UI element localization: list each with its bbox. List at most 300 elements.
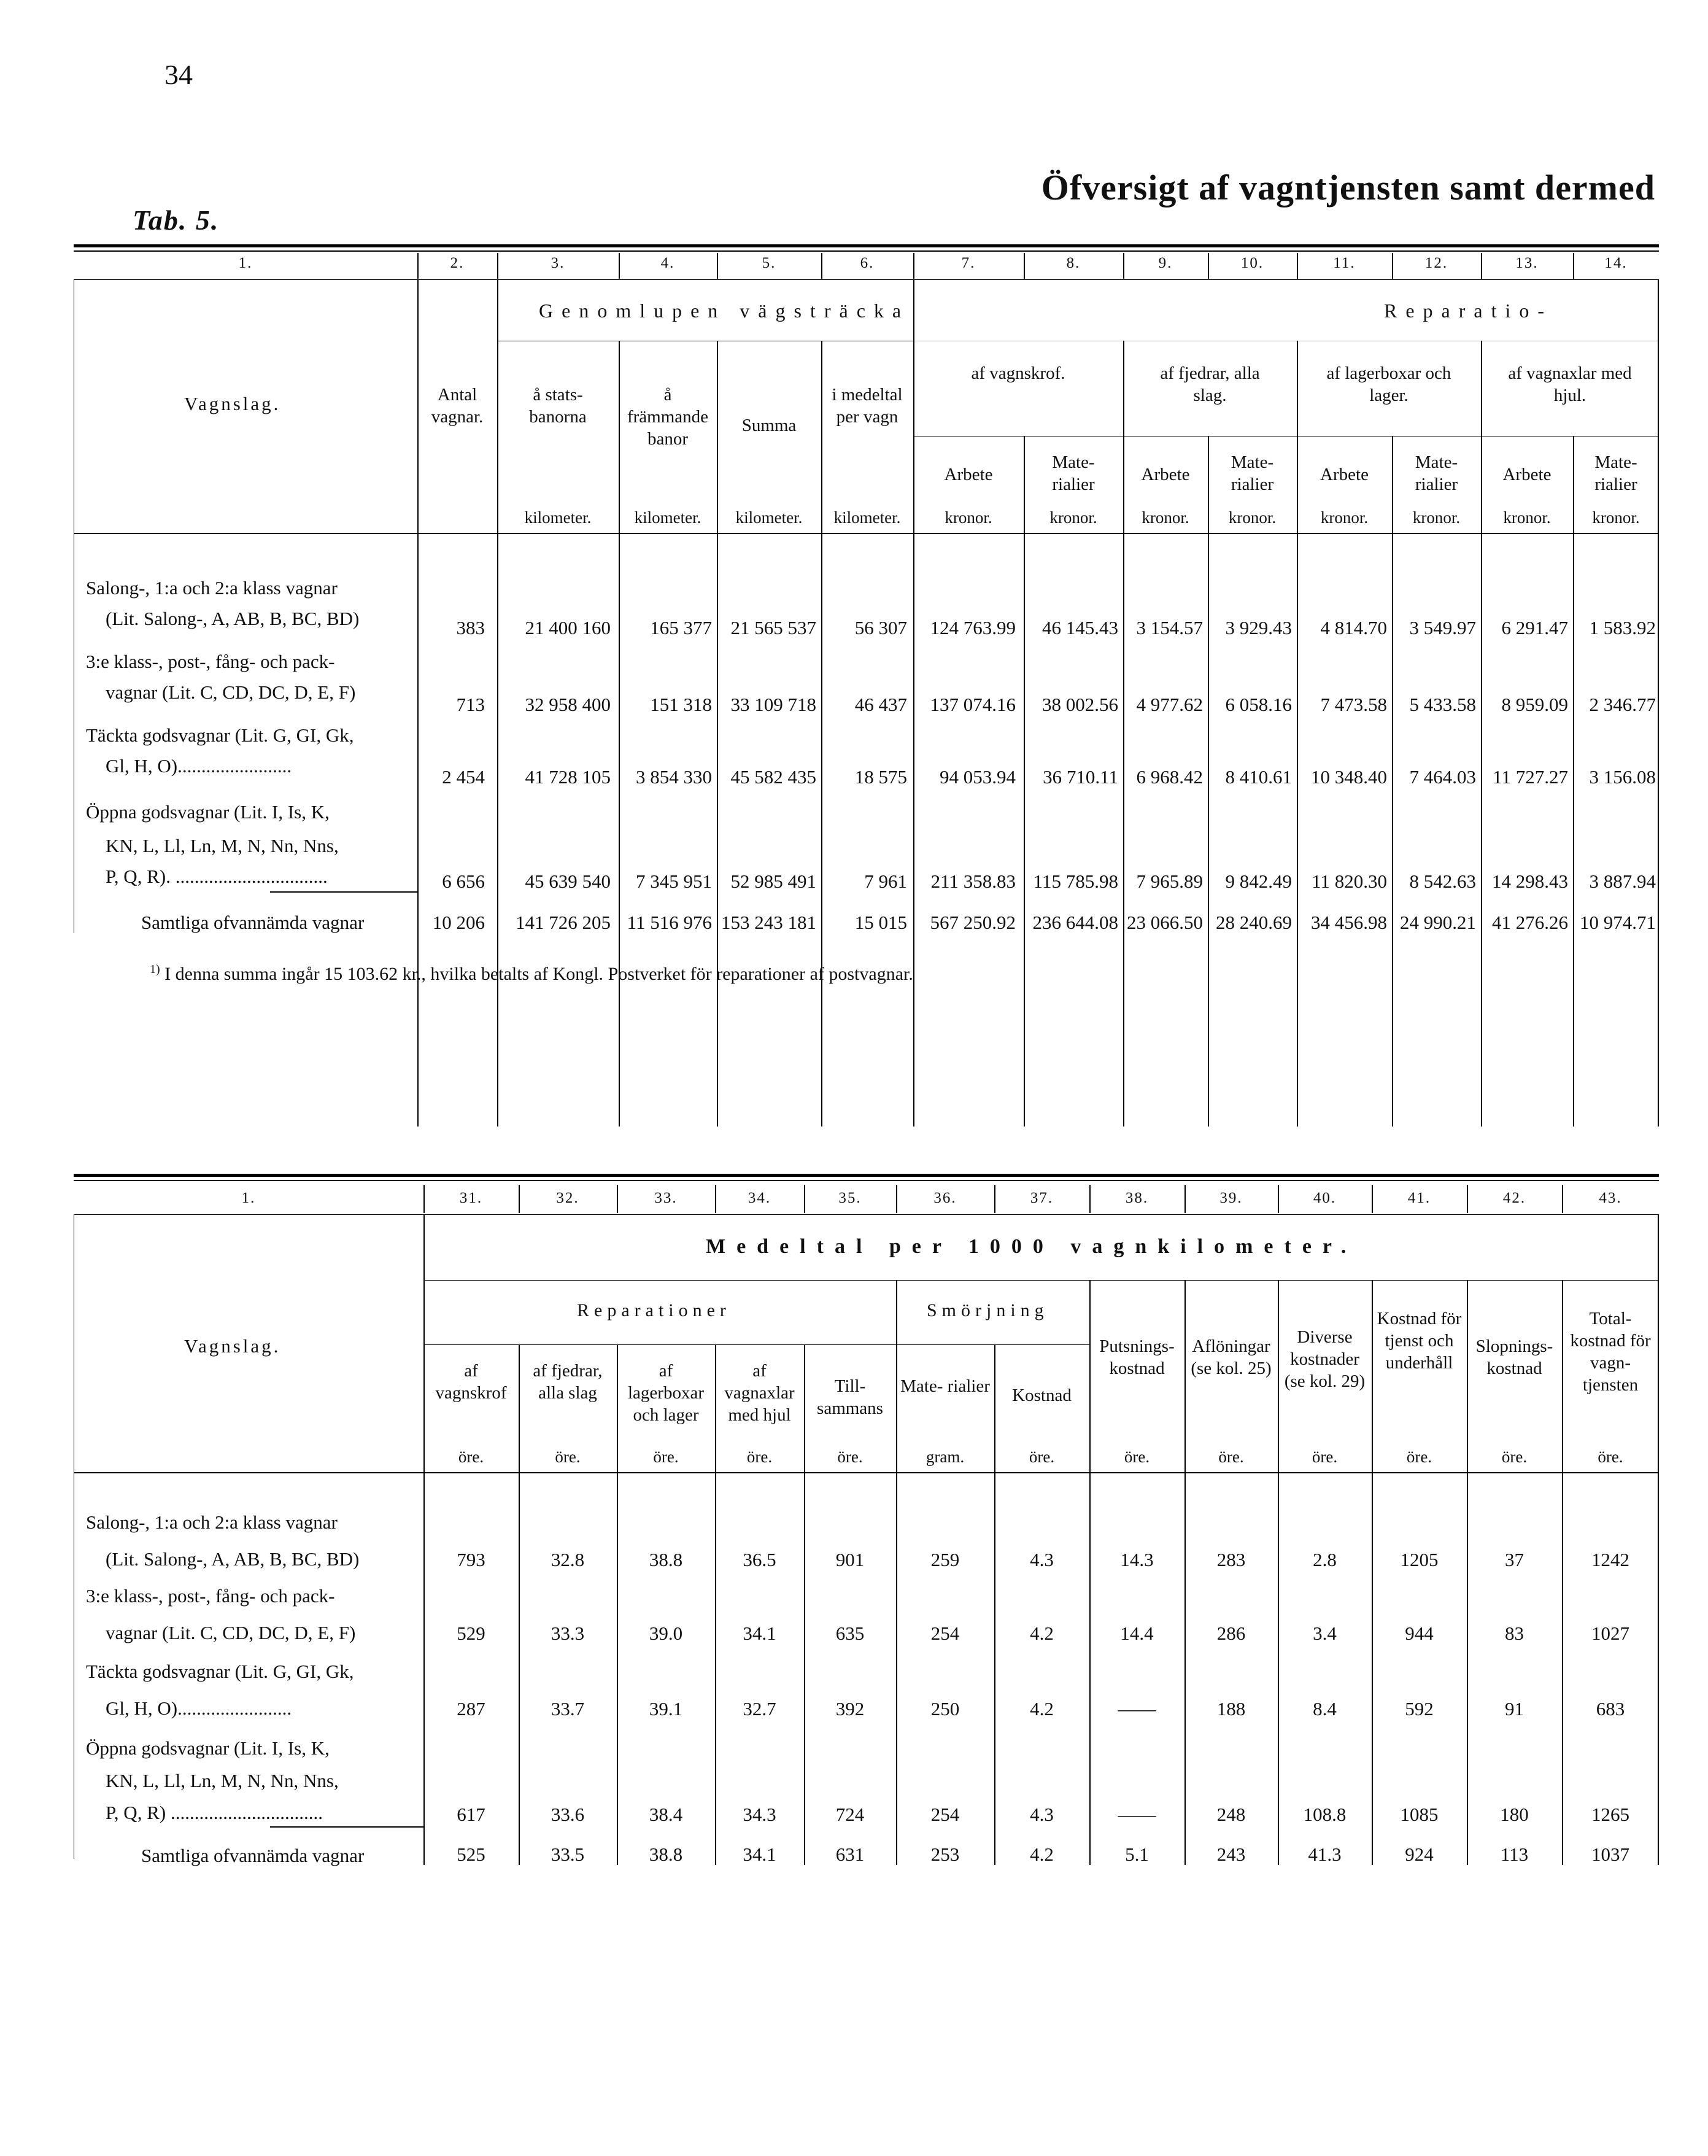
upper-bottom-tick: [1658, 915, 1659, 933]
lower-unit-label: gram.: [925, 1448, 965, 1466]
row-label: KN, L, Ll, Ln, M, N, Nn, Nns,: [106, 835, 339, 856]
unit-label: kronor.: [1412, 508, 1461, 527]
table-cell: 14 298.43: [1492, 871, 1568, 892]
lower-total-cell: 5.1: [1125, 1844, 1149, 1865]
table-cell: 2 346.77: [1589, 694, 1656, 715]
upper-subheader-divider: [619, 341, 620, 1126]
top-rule-thin: [74, 250, 1659, 252]
table-cell: 3 854 330: [636, 766, 712, 788]
lower-unit-label: öre.: [1501, 1448, 1528, 1466]
upper-subheader-divider: [1208, 436, 1209, 1126]
lower-unit-label: öre.: [837, 1448, 863, 1466]
lower-colnum-divider: [804, 1185, 805, 1213]
lower-total-cell: 253: [930, 1844, 960, 1865]
lower-column-header: af fjedrar, alla slag: [533, 1361, 603, 1403]
table-cell: 1027: [1591, 1623, 1629, 1644]
row-label: 3:e klass-, post-, fång- och pack-: [86, 651, 335, 672]
repair-group-header: af vagnaxlar med hjul.: [1508, 363, 1632, 405]
upper-header-divider: [913, 279, 914, 1126]
lower-group-title: Medeltal per 1000 vagnkilometer.: [706, 1235, 1358, 1258]
table-cell: 211 358.83: [930, 871, 1016, 892]
upper-colnum-divider: [1024, 253, 1025, 279]
unit-label: kronor.: [1592, 508, 1640, 527]
lower-column-header: Putsnings- kostnad: [1099, 1336, 1175, 1378]
total-cell: 153 243 181: [721, 912, 816, 933]
table-cell: 7 473.58: [1320, 694, 1387, 715]
upper-col-number: 13.: [1515, 255, 1539, 271]
lower-colnum-divider: [1372, 1185, 1373, 1213]
table-cell: 38.8: [649, 1549, 683, 1570]
lower-unit-label: öre.: [458, 1448, 484, 1466]
table-cell: 635: [835, 1623, 865, 1644]
lower-column-header: Till- sammans: [817, 1376, 883, 1418]
row-label: Täckta godsvagnar (Lit. G, GI, Gk,: [86, 1661, 354, 1682]
upper-header-bottom-rule: [74, 533, 1659, 534]
table-cell: 793: [457, 1549, 485, 1570]
lower-group-repairs: Reparationer: [577, 1300, 731, 1320]
unit-label: kronor.: [1142, 508, 1189, 527]
table-cell: 39.1: [649, 1698, 683, 1720]
lower-column-header: Diverse kostnader (se kol. 29): [1284, 1327, 1366, 1391]
total-cell: 24 990.21: [1400, 912, 1476, 933]
upper-col-number: 11.: [1333, 255, 1356, 271]
lower-total-label: Samtliga ofvannämda vagnar: [141, 1845, 365, 1866]
upper-col-number: 4.: [660, 255, 675, 271]
total-cell: 236 644.08: [1032, 912, 1118, 933]
lower-colnum-divider: [1562, 1185, 1563, 1213]
lower-colnum-divider: [896, 1185, 897, 1213]
table-cell: 6 291.47: [1501, 617, 1568, 638]
lower-total-cell: 38.8: [649, 1844, 683, 1865]
table-cell: 724: [835, 1804, 865, 1825]
lower-total-cell: 41.3: [1308, 1844, 1342, 1865]
table-cell: 286: [1216, 1623, 1246, 1644]
row-header: Vagnslag.: [184, 393, 281, 414]
upper-col-number: 3.: [551, 255, 565, 271]
lower-right-border: [1658, 1214, 1659, 1865]
unit-label: kronor.: [1049, 508, 1097, 527]
arbete-header: Arbete: [1141, 465, 1190, 484]
upper-colnum-divider: [1297, 253, 1298, 279]
table-cell: 52 985 491: [730, 871, 816, 892]
upper-colnum-divider: [1392, 253, 1393, 279]
repair-group-header: af lagerboxar och lager.: [1326, 363, 1451, 405]
row-label: (Lit. Salong-, A, AB, B, BC, BD): [106, 1548, 360, 1570]
lower-top-rule-thick: [74, 1174, 1659, 1177]
antal-header: Antal vagnar.: [431, 385, 484, 427]
table-cell: 33.7: [551, 1698, 585, 1720]
table-cell: 7 965.89: [1136, 871, 1203, 892]
unit-label: kronor.: [1503, 508, 1551, 527]
table-cell: 151 318: [650, 694, 712, 715]
table-cell: 115 785.98: [1033, 871, 1118, 892]
upper-colnum-divider: [1123, 253, 1124, 279]
table-cell: 2.8: [1313, 1549, 1337, 1570]
lower-total-cell: 1037: [1591, 1844, 1629, 1865]
total-cell: 567 250.92: [930, 912, 1016, 933]
lower-group-lubrication: Smörjning: [927, 1300, 1049, 1320]
lower-total-rule: [270, 1826, 423, 1828]
table-cell: 2 454: [442, 766, 485, 788]
lower-subheader-divider: [896, 1280, 897, 1865]
row-label: Öppna godsvagnar (Lit. I, Is, K,: [86, 1737, 330, 1759]
upper-col-number: 5.: [762, 255, 776, 271]
distance-header: å stats- banorna: [529, 385, 587, 427]
table-cell: 901: [835, 1549, 865, 1570]
table-cell: 944: [1405, 1623, 1434, 1644]
table-cell: 38 002.56: [1042, 694, 1118, 715]
lower-header-divider: [423, 1214, 425, 1865]
table-cell: 254: [930, 1623, 960, 1644]
distance-header: å främmande banor: [627, 385, 709, 449]
table-cell: 45 582 435: [730, 766, 816, 788]
row-label: (Lit. Salong-, A, AB, B, BC, BD): [106, 608, 360, 629]
lower-colnum-divider: [1467, 1185, 1468, 1213]
upper-col-number: 14.: [1604, 255, 1628, 271]
upper-header-divider: [497, 279, 498, 1126]
table-cell: 529: [457, 1623, 485, 1644]
unit-label: kronor.: [1228, 508, 1277, 527]
lower-column-header: Slopnings- kostnad: [1475, 1336, 1553, 1378]
upper-subheader-divider: [1573, 436, 1574, 1126]
unit-label: kilometer.: [634, 508, 701, 527]
upper-header-divider: [417, 279, 419, 1126]
upper-colnum-divider: [497, 253, 498, 279]
row-label: Öppna godsvagnar (Lit. I, Is, K,: [86, 801, 330, 823]
table-cell: 45 639 540: [525, 871, 611, 892]
lower-unit-label: öre.: [1029, 1448, 1055, 1466]
lower-top-rule-thin: [74, 1180, 1659, 1181]
table-cell: 11 820.30: [1312, 871, 1387, 892]
row-label: Gl, H, O)........................: [106, 755, 292, 777]
lower-col-number: 38.: [1125, 1190, 1149, 1206]
row-label: P, Q, R). ................................: [106, 866, 328, 887]
unit-label: kilometer.: [833, 508, 901, 527]
lower-group-repairs-rule: [423, 1344, 896, 1345]
lower-group-lub-rule: [896, 1344, 1089, 1345]
upper-col-number: 9.: [1158, 255, 1173, 271]
lower-colnum-divider: [519, 1185, 520, 1213]
upper-col-number: 6.: [860, 255, 875, 271]
table-cell: 259: [930, 1549, 960, 1570]
upper-colnum-divider: [821, 253, 822, 279]
table-cell: 34.1: [743, 1623, 776, 1644]
table-cell: 283: [1216, 1549, 1246, 1570]
upper-colnum-divider: [417, 253, 419, 279]
lower-total-cell: 631: [835, 1844, 865, 1865]
row-label: Salong-, 1:a och 2:a klass vagnar: [86, 577, 338, 599]
table-cell: 8.4: [1313, 1698, 1337, 1720]
table-cell: 10 348.40: [1311, 766, 1387, 788]
row-label: Täckta godsvagnar (Lit. G, GI, Gk,: [86, 724, 354, 746]
lower-subheader-divider: [804, 1344, 805, 1865]
table-cell: 18 575: [854, 766, 907, 788]
table-cell: 38.4: [649, 1804, 683, 1825]
upper-colnum-divider: [619, 253, 620, 279]
table-cell: 6 058.16: [1225, 694, 1292, 715]
repair-group-header: af vagnskrof.: [971, 363, 1065, 383]
total-cell: 41 276.26: [1492, 912, 1568, 933]
table-cell: 21 400 160: [525, 617, 611, 638]
total-cell: 28 240.69: [1216, 912, 1292, 933]
lower-column-header: Kostnad: [1012, 1386, 1072, 1405]
group-repair-label: Reparatio-: [1384, 300, 1553, 322]
lower-subheader-divider: [1467, 1280, 1468, 1865]
lower-subheader-divider: [994, 1344, 995, 1865]
lower-unit-label: öre.: [555, 1448, 581, 1466]
lower-subheader-divider: [715, 1344, 716, 1865]
table-cell: 124 763.99: [930, 617, 1016, 638]
lower-colnum-divider: [423, 1185, 425, 1213]
table-cell: 33.3: [551, 1623, 585, 1644]
upper-subheader-divider: [1024, 436, 1025, 1126]
upper-subheader-divider: [717, 341, 718, 1126]
lower-subheader-divider: [1278, 1280, 1279, 1865]
table-cell: 5 433.58: [1409, 694, 1476, 715]
table-cell: 36 710.11: [1043, 766, 1118, 788]
lower-group-rule: [423, 1280, 1659, 1281]
upper-col-number: 10.: [1240, 255, 1264, 271]
lower-unit-label: öre.: [653, 1448, 679, 1466]
upper-col-number: 12.: [1424, 255, 1448, 271]
table-cell: 8 410.61: [1225, 766, 1292, 788]
unit-label: kilometer.: [524, 508, 592, 527]
lower-subheader-divider: [617, 1344, 618, 1865]
upper-subheader-divider: [1392, 436, 1393, 1126]
table-cell: 108.8: [1303, 1804, 1347, 1825]
table-cell: 254: [930, 1804, 960, 1825]
table-cell: 4.2: [1030, 1623, 1054, 1644]
table-cell: 287: [457, 1698, 485, 1720]
table-cell: 1265: [1591, 1804, 1629, 1825]
lower-colnum-divider: [1184, 1185, 1186, 1213]
lower-col-number: 37.: [1030, 1190, 1054, 1206]
arbete-header: Arbete: [944, 465, 993, 484]
top-rule-thick: [74, 244, 1659, 247]
total-cell: 141 726 205: [516, 912, 611, 933]
table-cell: 9 842.49: [1225, 871, 1292, 892]
lower-col-number: 31.: [459, 1190, 483, 1206]
lower-colnum-divider: [715, 1185, 716, 1213]
table-cell: 91: [1505, 1698, 1524, 1720]
table-cell: 6 656: [442, 871, 485, 892]
lower-unit-label: öre.: [1598, 1448, 1623, 1466]
lower-col-number: 40.: [1313, 1190, 1337, 1206]
table-cell: 4 977.62: [1136, 694, 1203, 715]
table-cell: 32 958 400: [525, 694, 611, 715]
table-cell: 94 053.94: [940, 766, 1016, 788]
lower-column-header: Kostnad för tjenst och underhåll: [1377, 1309, 1462, 1373]
row-label: vagnar (Lit. C, CD, DC, D, E, F): [106, 1622, 356, 1643]
table-cell: 7 345 951: [636, 871, 712, 892]
footnote: [150, 963, 913, 985]
table-cell: 3 156.08: [1589, 766, 1656, 788]
total-cell: 15 015: [854, 912, 907, 933]
lower-subheader-divider: [1562, 1280, 1563, 1865]
table-cell: 14.3: [1120, 1549, 1154, 1570]
table-cell: ——: [1118, 1804, 1156, 1825]
lower-col-number: 35.: [838, 1190, 862, 1206]
table-cell: 6 968.42: [1136, 766, 1203, 788]
table-cell: 137 074.16: [930, 694, 1016, 715]
upper-total-rule: [270, 891, 417, 893]
lower-subheader-divider: [1089, 1280, 1091, 1865]
table-cell: 180: [1500, 1804, 1529, 1825]
lower-unit-label: öre.: [1312, 1448, 1338, 1466]
table-cell: 11 727.27: [1493, 766, 1568, 788]
upper-col-number: 2.: [450, 255, 465, 271]
table-cell: 34.3: [743, 1804, 776, 1825]
upper-colnum-divider: [717, 253, 718, 279]
lower-unit-label: öre.: [1124, 1448, 1150, 1466]
table-cell: 4.3: [1030, 1804, 1054, 1825]
lower-unit-label: öre.: [1218, 1448, 1244, 1466]
table-cell: 392: [835, 1698, 865, 1720]
lower-column-header: Mate- rialier: [900, 1376, 990, 1396]
table-cell: 617: [457, 1804, 485, 1825]
total-cell: 11 516 976: [627, 912, 712, 933]
upper-colnum-divider: [1481, 253, 1482, 279]
lower-colnum-rule: [74, 1214, 1659, 1215]
lower-row-header: Vagnslag.: [184, 1335, 281, 1357]
table-cell: 83: [1505, 1623, 1524, 1644]
table-cell: 8 542.63: [1409, 871, 1476, 892]
lower-total-cell: 525: [457, 1844, 485, 1865]
footnote-text: I denna summa ingår 15 103.62 kr., hvilka betalts af Kongl. Postverket för reparationer af postvagnar.: [160, 964, 913, 984]
row-label: P, Q, R) ................................: [106, 1802, 323, 1823]
lower-col-number: 33.: [654, 1190, 678, 1206]
upper-col-number: 8.: [1066, 255, 1081, 271]
table-cell: 683: [1596, 1698, 1625, 1720]
upper-subheader-divider: [1123, 341, 1124, 1126]
lower-total-cell: 33.5: [551, 1844, 585, 1865]
lower-column-header: Total- kostnad för vagn- tjensten: [1570, 1309, 1651, 1395]
table-cell: 3 887.94: [1589, 871, 1656, 892]
table-cell: 592: [1405, 1698, 1434, 1720]
table-label: Tab. 5.: [133, 204, 220, 236]
table-cell: 383: [456, 617, 485, 638]
upper-subheader-divider: [821, 341, 822, 1126]
table-cell: 36.5: [743, 1549, 776, 1570]
table-cell: 46 437: [854, 694, 907, 715]
lower-column-header: af vagnskrof: [435, 1361, 507, 1403]
lower-unit-label: öre.: [1406, 1448, 1432, 1466]
distance-header: i medeltal per vagn: [832, 385, 903, 427]
total-label: Samtliga ofvannämda vagnar: [141, 912, 365, 933]
table-cell: 32.7: [743, 1698, 776, 1720]
table-cell: 1242: [1591, 1549, 1629, 1570]
row-label: 3:e klass-, post-, fång- och pack-: [86, 1585, 335, 1607]
lower-subheader-divider: [519, 1344, 520, 1865]
lower-col-number: 42.: [1502, 1190, 1526, 1206]
table-cell: 1205: [1400, 1549, 1439, 1570]
upper-subheader-divider: [1297, 341, 1298, 1126]
table-cell: 248: [1216, 1804, 1246, 1825]
table-cell: 165 377: [650, 617, 712, 638]
table-cell: 713: [456, 694, 485, 715]
lower-col-number: 43.: [1599, 1190, 1622, 1206]
table-cell: 1085: [1400, 1804, 1439, 1825]
page-number: 34: [164, 59, 193, 90]
lower-total-cell: 924: [1405, 1844, 1434, 1865]
total-cell: 23 066.50: [1127, 912, 1203, 933]
materialier-header: Mate- rialier: [1415, 452, 1458, 494]
table-cell: 7 464.03: [1409, 766, 1476, 788]
upper-right-border: [1658, 279, 1659, 1126]
lower-header-bottom-rule: [74, 1472, 1659, 1473]
table-cell: 4.2: [1030, 1698, 1054, 1720]
unit-label: kronor.: [945, 508, 992, 527]
total-cell: 10 974.71: [1580, 912, 1656, 933]
table-cell: 4 814.70: [1320, 617, 1387, 638]
lower-col-number: 41.: [1407, 1190, 1431, 1206]
lower-column-header: Aflöningar (se kol. 25): [1191, 1336, 1272, 1378]
total-cell: 10 206: [432, 912, 485, 933]
table-cell: 21 565 537: [730, 617, 816, 638]
table-cell: 3 549.97: [1409, 617, 1476, 638]
table-cell: 33.6: [551, 1804, 585, 1825]
table-cell: 7 961: [864, 871, 907, 892]
table-cell: 33 109 718: [730, 694, 816, 715]
lower-colnum-divider: [1278, 1185, 1279, 1213]
upper-subheader-divider: [1481, 341, 1482, 1126]
upper-colnum-divider: [913, 253, 914, 279]
table-cell: ——: [1118, 1698, 1156, 1720]
lower-col-number: 34.: [748, 1190, 771, 1206]
upper-colnum-divider: [1208, 253, 1209, 279]
table-cell: 250: [930, 1698, 960, 1720]
row-label: Gl, H, O)........................: [106, 1697, 292, 1719]
lower-column-header: af vagnaxlar med hjul: [724, 1361, 795, 1425]
table-cell: 3 154.57: [1136, 617, 1203, 638]
group-distance-label: Genomlupen vägsträcka: [539, 300, 910, 322]
materialier-header: Mate- rialier: [1231, 452, 1274, 494]
row-label: Salong-, 1:a och 2:a klass vagnar: [86, 1511, 338, 1533]
lower-col-number: 36.: [933, 1190, 957, 1206]
table-cell: 41 728 105: [525, 766, 611, 788]
lower-subheader-divider: [1372, 1280, 1373, 1865]
upper-col-number: 7.: [961, 255, 976, 271]
lower-colnum-divider: [617, 1185, 618, 1213]
total-cell: 34 456.98: [1311, 912, 1387, 933]
table-cell: 8 959.09: [1501, 694, 1568, 715]
lower-col-number: 39.: [1219, 1190, 1243, 1206]
table-cell: 56 307: [854, 617, 907, 638]
upper-col-number: 1.: [238, 255, 253, 271]
lower-colnum-divider: [994, 1185, 995, 1213]
distance-header: Summa: [741, 416, 797, 435]
table-cell: 3 929.43: [1225, 617, 1292, 638]
materialier-header: Mate- rialier: [1052, 452, 1095, 494]
table-cell: 3.4: [1313, 1623, 1337, 1644]
materialier-header: Mate- rialier: [1594, 452, 1637, 494]
footnote-mark: 1): [150, 963, 160, 976]
unit-label: kilometer.: [735, 508, 803, 527]
table-cell: 32.8: [551, 1549, 585, 1570]
lower-col-number: 32.: [556, 1190, 579, 1206]
table-cell: 4.3: [1030, 1549, 1054, 1570]
table-cell: 188: [1216, 1698, 1246, 1720]
lower-column-header: af lagerboxar och lager: [628, 1361, 704, 1425]
unit-label: kronor.: [1320, 508, 1369, 527]
lower-total-cell: 34.1: [743, 1844, 776, 1865]
upper-colnum-divider: [1573, 253, 1574, 279]
repair-group-header: af fjedrar, alla slag.: [1160, 363, 1260, 405]
table-cell: 14.4: [1120, 1623, 1154, 1644]
lower-subheader-divider: [1184, 1280, 1186, 1865]
lower-colnum-divider: [1089, 1185, 1091, 1213]
colnum-rule: [74, 279, 1659, 280]
